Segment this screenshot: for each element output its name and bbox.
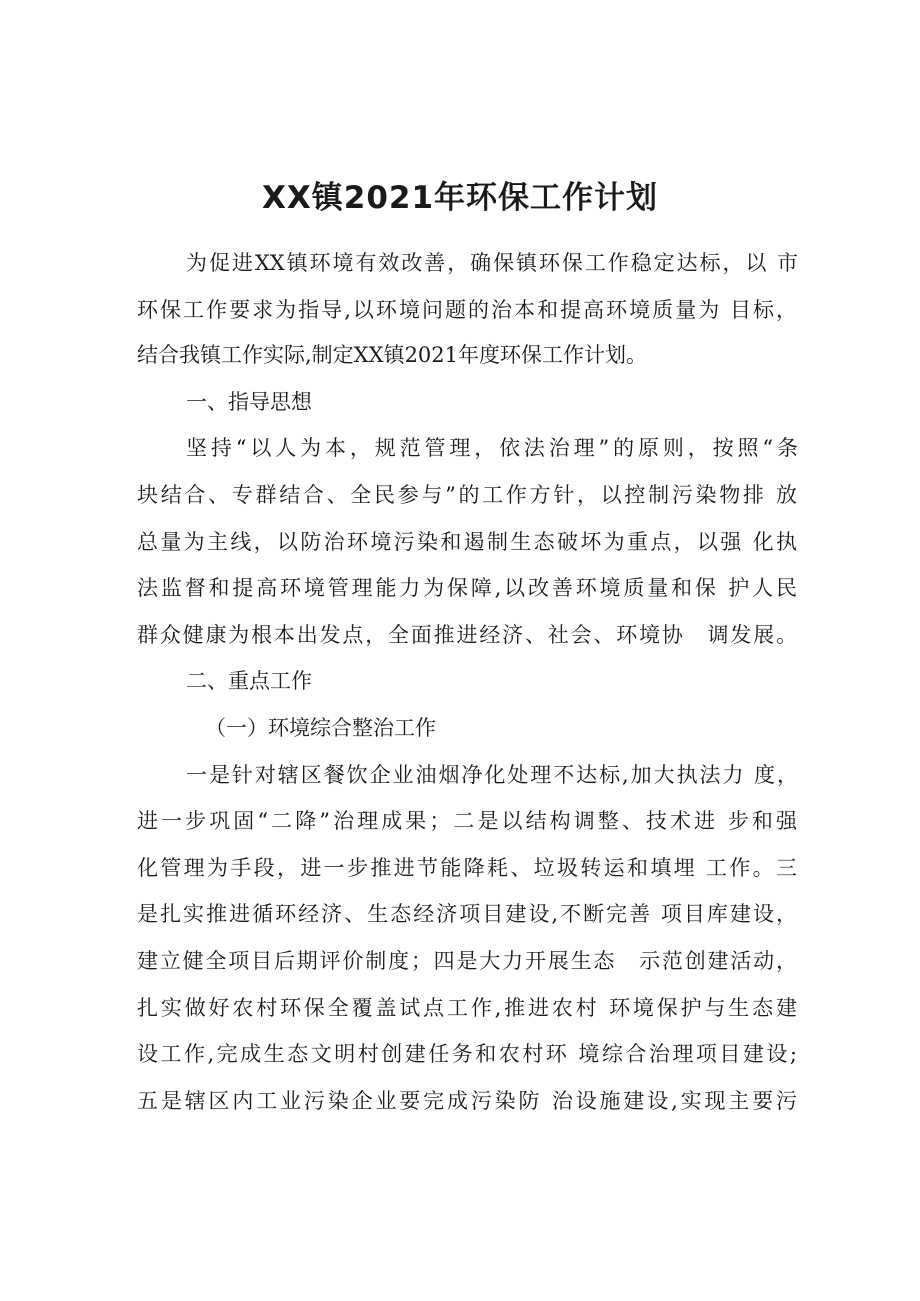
paragraph-line: 块结合、专群结合、全民参与”的工作方针，以控制污染物排 放: [137, 483, 797, 507]
paragraph-line: 是扎实推进循环经济、生态经济项目建设,不断完善 项目库建设，: [137, 902, 797, 926]
paragraph-line: 建立健全项目后期评价制度；四是大力开展生态 示范创建活动，: [137, 949, 797, 973]
document-title: XX镇2021年环保工作计划: [261, 180, 659, 216]
paragraph-line: 坚持“以人为本，规范管理，依法治理”的原则，按照“条: [186, 436, 798, 460]
paragraph-line: 环保工作要求为指导,以环境问题的治本和提高环境质量为 目标，: [137, 298, 797, 322]
paragraph-line: 进一步巩固“二降”治理成果；二是以结构调整、技术进 步和强: [137, 809, 797, 833]
subsection-heading: （一）环境综合整治工作: [205, 716, 436, 740]
paragraph-line: 法监督和提高环境管理能力为保障,以改善环境质量和保 护人民: [137, 576, 797, 600]
paragraph-line: 五是辖区内工业污染企业要完成污染防 治设施建设,实现主要污: [137, 1089, 797, 1113]
section-heading: 一、指导思想: [186, 390, 312, 414]
section-heading: 二、重点工作: [186, 669, 312, 693]
paragraph-line: 扎实做好农村环保全覆盖试点工作,推进农村 环境保护与生态建: [137, 996, 797, 1020]
paragraph-line: 化管理为手段，进一步推进节能降耗、垃圾转运和填埋 工作。三: [137, 856, 797, 880]
paragraph-line: 群众健康为根本出发点，全面推进经济、社会、环境协 调发展。: [137, 623, 797, 647]
paragraph-line: 一是针对辖区餐饮企业油烟净化处理不达标,加大执法力 度，: [186, 763, 798, 787]
paragraph-line: 设工作,完成生态文明村创建任务和农村环 境综合治理项目建设;: [137, 1042, 797, 1066]
paragraph-line: 为促进XX镇环境有效改善，确保镇环保工作稳定达标，以 市: [186, 251, 798, 275]
paragraph-line: 结合我镇工作实际,制定XX镇2021年度环保工作计划。: [137, 343, 648, 367]
paragraph-line: 总量为主线，以防治环境污染和遏制生态破坏为重点，以强 化执: [137, 530, 797, 554]
